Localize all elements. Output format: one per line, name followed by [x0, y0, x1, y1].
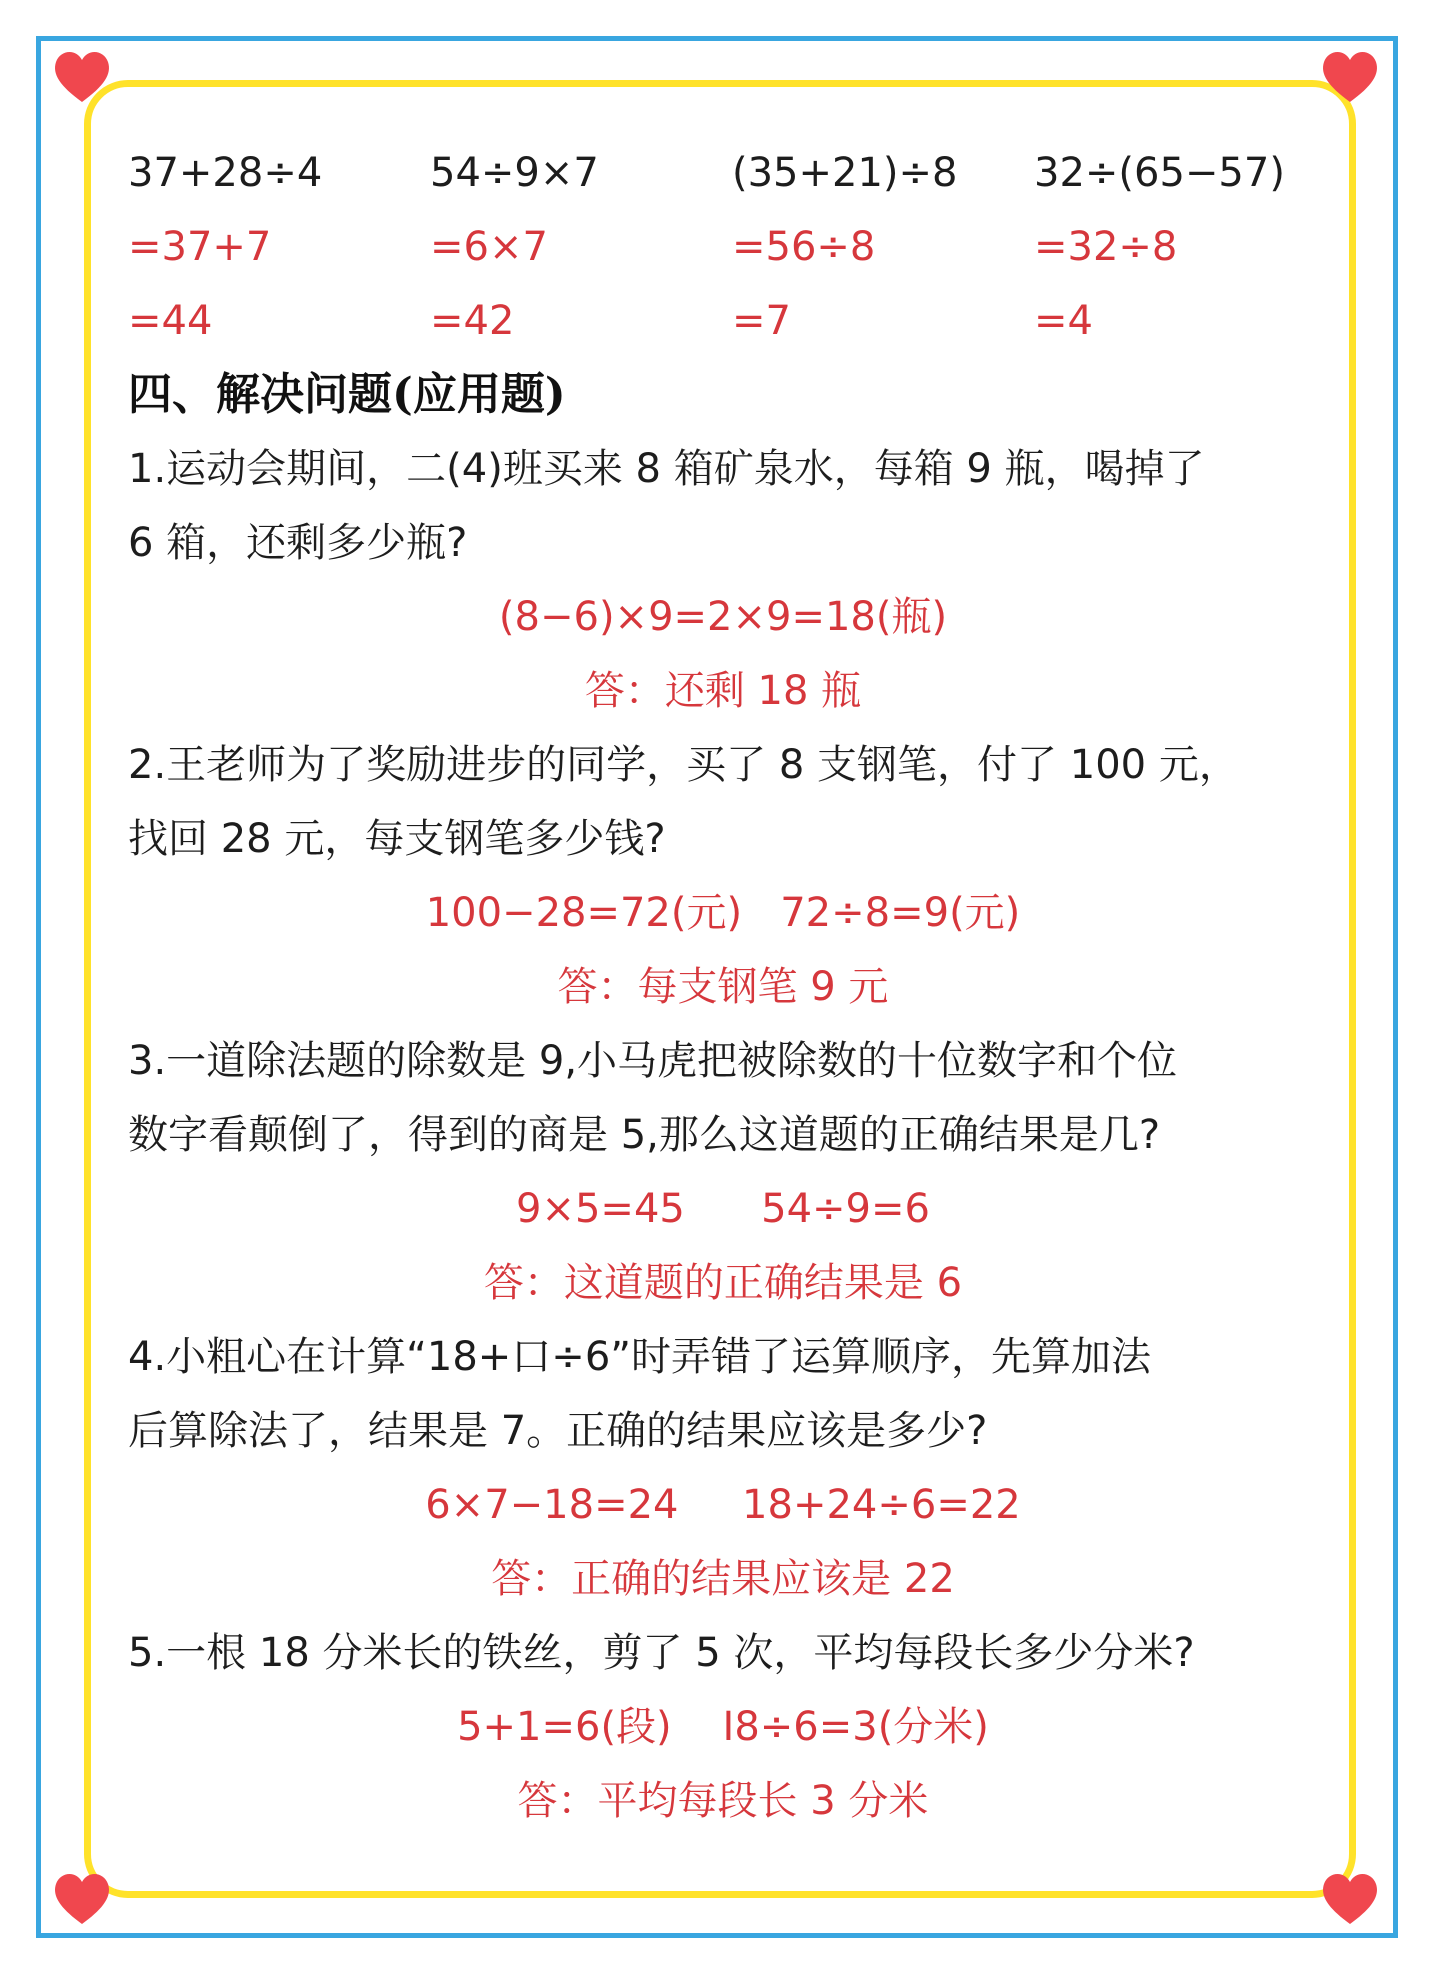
- problem-2: [128, 728, 1318, 1024]
- problem-3: [128, 1024, 1318, 1320]
- calc-step: =6×7: [430, 224, 548, 270]
- worksheet-content: [128, 136, 1318, 1838]
- problem-text: 3.一道除法题的除数是 9,小马虎把被除数的十位数字和个位: [128, 1038, 1178, 1084]
- problem-solution: (8−6)×9=2×9=18(瓶): [498, 594, 948, 640]
- calc-step: =56÷8: [732, 224, 876, 270]
- heart-icon: [1318, 1866, 1382, 1930]
- calculation-column: [430, 136, 732, 358]
- calculation-column: [732, 136, 1034, 358]
- problem-text: 2.王老师为了奖励进步的同学，买了 8 支钢笔，付了 100 元，: [128, 742, 1239, 788]
- problem-solution: 9×5=45 54÷9=6: [516, 1186, 930, 1232]
- problem-answer: 答：每支钢笔 9 元: [557, 964, 889, 1010]
- calc-result: =7: [732, 298, 791, 344]
- problem-solution: 100−28=72(元) 72÷8=9(元): [425, 890, 1021, 936]
- problem-text: 6 箱，还剩多少瓶?: [128, 520, 468, 566]
- problem-text: 数字看颠倒了，得到的商是 5,那么这道题的正确结果是几?: [128, 1112, 1161, 1158]
- calculation-column: [128, 136, 430, 358]
- calc-expression: 32÷(65−57): [1034, 150, 1285, 196]
- section-title: 四、解决问题(应用题): [128, 369, 566, 420]
- calc-result: =44: [128, 298, 213, 344]
- problem-1: [128, 432, 1318, 728]
- calc-step: =37+7: [128, 224, 272, 270]
- problem-text: 后算除法了，结果是 7。正确的结果应该是多少?: [128, 1408, 988, 1454]
- calc-expression: (35+21)÷8: [732, 150, 958, 196]
- problem-4: [128, 1320, 1318, 1616]
- problem-text: 5.一根 18 分米长的铁丝，剪了 5 次，平均每段长多少分米?: [128, 1630, 1195, 1676]
- heart-icon: [1318, 44, 1382, 108]
- problem-answer: 答：还剩 18 瓶: [584, 668, 862, 714]
- calc-expression: 54÷9×7: [430, 150, 599, 196]
- calc-result: =4: [1034, 298, 1093, 344]
- calculation-grid: [128, 136, 1318, 358]
- problem-text: 1.运动会期间，二(4)班买来 8 箱矿泉水，每箱 9 瓶，喝掉了: [128, 446, 1205, 492]
- problem-solution: 6×7−18=24 18+24÷6=22: [425, 1482, 1021, 1528]
- heart-icon: [50, 44, 114, 108]
- problem-answer: 答：这道题的正确结果是 6: [483, 1260, 963, 1306]
- problem-solution: 5+1=6(段) I8÷6=3(分米): [457, 1704, 989, 1750]
- calc-expression: 37+28÷4: [128, 150, 323, 196]
- heart-icon: [50, 1866, 114, 1930]
- calculation-column: [1034, 136, 1318, 358]
- calc-step: =32÷8: [1034, 224, 1178, 270]
- problem-text: 4.小粗心在计算“18+口÷6”时弄错了运算顺序，先算加法: [128, 1334, 1151, 1380]
- problem-answer: 答：平均每段长 3 分米: [517, 1778, 929, 1824]
- problem-answer: 答：正确的结果应该是 22: [491, 1556, 955, 1602]
- problem-text: 找回 28 元，每支钢笔多少钱?: [128, 816, 666, 862]
- calc-result: =42: [430, 298, 515, 344]
- problem-5: [128, 1616, 1318, 1838]
